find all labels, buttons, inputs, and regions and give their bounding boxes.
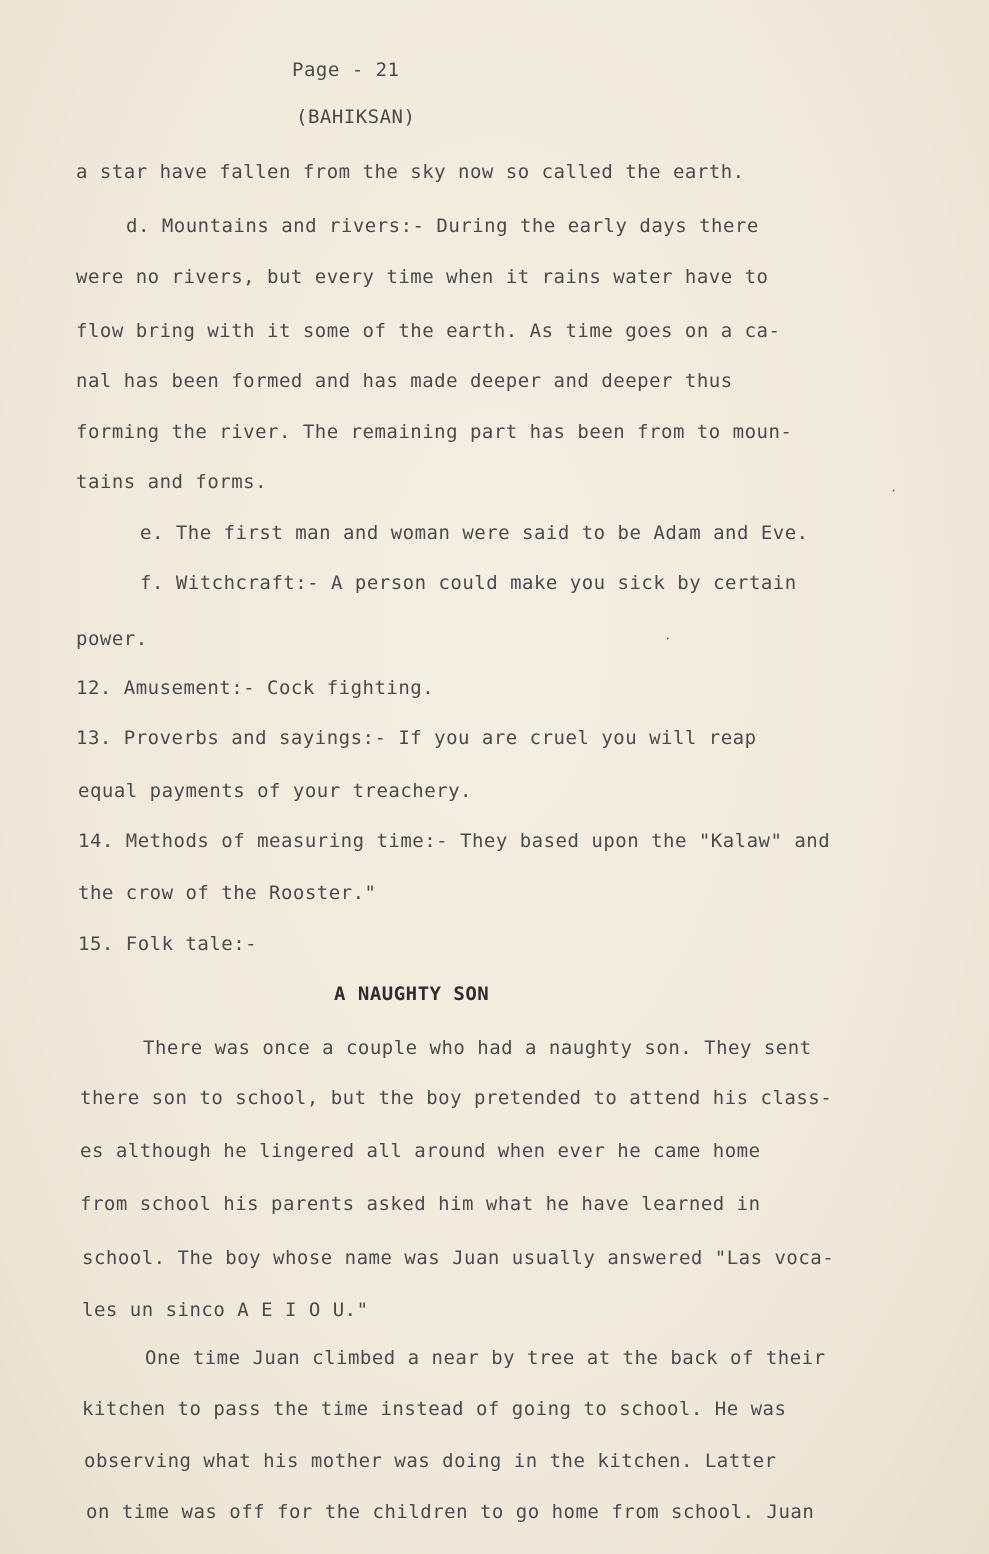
text-line: f. Witchcraft:- A person could make you sick by certain — [140, 572, 797, 594]
text-line: kitchen to pass the time instead of going to school. He was — [82, 1398, 787, 1420]
list-item: 14. Methods of measuring time:- They based upon the "Kalaw" and — [78, 830, 831, 852]
text-line: d. Mountains and rivers:- During the early days there — [126, 215, 759, 237]
text-line: on time was off for the children to go home from school. Juan — [86, 1501, 815, 1523]
text-line: One time Juan climbed a near by tree at the back of their — [145, 1347, 826, 1369]
stray-mark: · — [890, 484, 898, 498]
text-line: a star have fallen from the sky now so called the earth. — [76, 161, 745, 183]
list-item: 15. Folk tale:- — [78, 933, 258, 955]
text-line: e. The first man and woman were said to be Adam and Eve. — [140, 522, 809, 544]
stray-mark: · — [664, 632, 672, 646]
text-line: the crow of the Rooster." — [78, 882, 377, 904]
text-line: were no rivers, but every time when it rains water have to — [76, 266, 769, 288]
text-line: power. — [76, 628, 148, 650]
place-name: (BAHIKSAN) — [296, 106, 416, 128]
text-line: There was once a couple who had a naughty son. They sent — [143, 1037, 812, 1059]
text-line: from school his parents asked him what he have learned in — [80, 1193, 761, 1215]
text-line: tains and forms. — [76, 471, 268, 493]
text-line: es although he lingered all around when ever he came home — [80, 1140, 761, 1162]
page-number: Page - 21 — [292, 59, 400, 81]
list-item: 13. Proverbs and sayings:- If you are cruel you will reap — [76, 727, 757, 749]
text-line: school. The boy whose name was Juan usually answered "Las voca- — [82, 1247, 835, 1269]
text-line: flow bring with it some of the earth. As time goes on a ca- — [76, 320, 781, 342]
text-line: les un sinco A E I O U." — [82, 1299, 369, 1321]
text-line: nal has been formed and has made deeper and deeper thus — [76, 370, 733, 392]
text-line: there son to school, but the boy pretended to attend his class- — [80, 1087, 833, 1109]
text-line: forming the river. The remaining part has been from to moun- — [76, 421, 793, 443]
text-line: observing what his mother was doing in the kitchen. Latter — [84, 1450, 777, 1472]
text-line: equal payments of your treachery. — [78, 780, 472, 802]
list-item: 12. Amusement:- Cock fighting. — [76, 677, 435, 699]
story-title: A NAUGHTY SON — [334, 983, 490, 1005]
